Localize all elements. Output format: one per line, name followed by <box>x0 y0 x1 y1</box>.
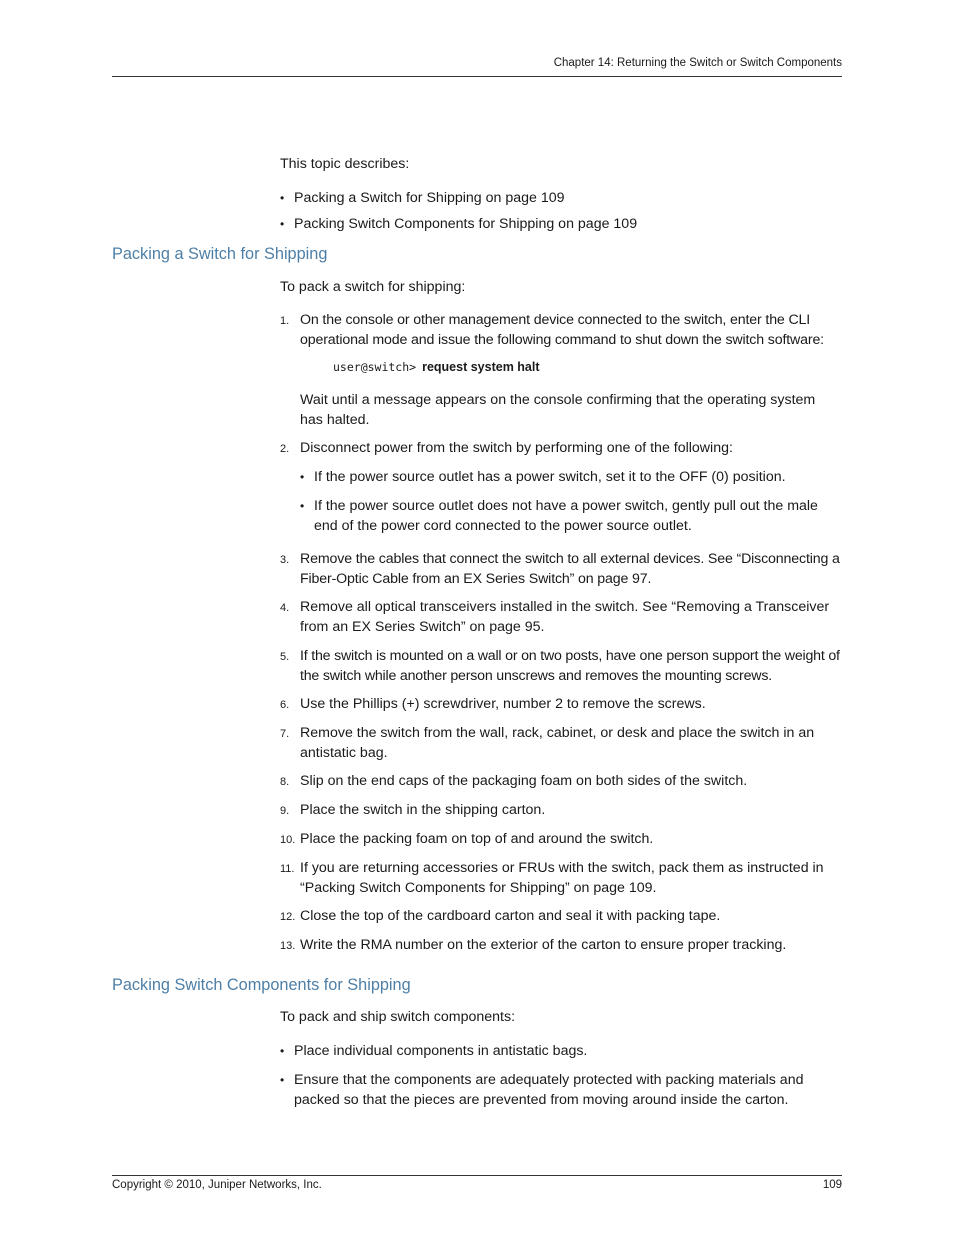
intro-link[interactable]: Packing a Switch for Shipping on page 109 <box>294 190 565 206</box>
step-text: If the switch is mounted on a wall or on two posts, have one person support the weight of the switch while another person unscrews and removes the mounting screws. <box>300 648 840 684</box>
step-text: Remove the switch from the wall, rack, cabinet, or desk and place the switch in an antistatic bag. <box>300 725 815 761</box>
code-block <box>333 358 540 378</box>
power-option-text: If the power source outlet does not have a power switch, gently pull out the male end of the power cord connected to the power source outlet. <box>314 498 818 534</box>
cli-command: request system halt <box>422 360 540 374</box>
step-text: Write the RMA number on the exterior of the carton to ensure proper tracking. <box>300 937 787 953</box>
step-number: 13. <box>280 940 296 952</box>
section-lead: To pack a switch for shipping: <box>280 279 466 295</box>
step-number: 5. <box>280 651 290 663</box>
bullet-icon: • <box>280 1073 285 1087</box>
page-number: 109 <box>822 1179 842 1191</box>
step-text: If you are returning accessories or FRUs with the switch, pack them as instructed in “Packing Switch Components for Shipping” on page 109. <box>300 860 824 896</box>
step-number: 11. <box>280 863 295 875</box>
section-heading: Packing Switch Components for Shipping <box>112 976 411 994</box>
step-number: 8. <box>280 776 290 788</box>
page-header <box>112 57 842 77</box>
bullet-icon: • <box>280 191 285 205</box>
component-text: Ensure that the components are adequately protected with packing materials and packed so that the pieces are prevented from moving around inside the carton. <box>294 1072 804 1108</box>
step-number: 3. <box>280 554 290 566</box>
step-text: Close the top of the cardboard carton and seal it with packing tape. <box>300 908 721 924</box>
chapter-title: Chapter 14: Returning the Switch or Switch Components <box>553 57 842 69</box>
step-number: 2. <box>280 443 290 455</box>
bullet-icon: • <box>280 217 285 231</box>
copyright: Copyright © 2010, Juniper Networks, Inc. <box>112 1179 322 1191</box>
step-number: 9. <box>280 805 290 817</box>
component-text: Place individual components in antistatic bags. <box>294 1043 588 1059</box>
section-lead: To pack and ship switch components: <box>280 1009 516 1025</box>
step-text: Use the Phillips (+) screwdriver, number 2 to remove the screws. <box>300 696 706 712</box>
bullet-icon: • <box>300 470 305 484</box>
section-heading: Packing a Switch for Shipping <box>112 245 328 263</box>
step-text: On the console or other management device connected to the switch, enter the CLI operational mode and issue the following command to shut down the switch software: <box>300 312 824 348</box>
wait-text: Wait until a message appears on the console confirming that the operating system has halted. <box>300 392 816 428</box>
step-text: Remove all optical transceivers installed in the switch. See “Removing a Transceiver from an EX Series Switch” on page 95. <box>300 599 830 635</box>
step-number: 10. <box>280 834 296 846</box>
page-footer <box>112 1175 842 1191</box>
intro-text: This topic describes: <box>280 156 410 172</box>
step-number: 4. <box>280 602 290 614</box>
step-number: 6. <box>280 699 290 711</box>
bullet-icon: • <box>300 499 305 513</box>
step-number: 12. <box>280 911 296 923</box>
step-text: Remove the cables that connect the switch to all external devices. See “Disconnecting a Fiber-Optic Cable from an EX Series Switch” on page 97. <box>300 551 840 587</box>
step-text: Place the packing foam on top of and around the switch. <box>300 831 654 847</box>
step-text: Slip on the end caps of the packaging foam on both sides of the switch. <box>300 773 748 789</box>
step-text: Place the switch in the shipping carton. <box>300 802 546 818</box>
step-text: Disconnect power from the switch by performing one of the following: <box>300 440 733 456</box>
cli-prompt: user@switch> <box>333 360 417 374</box>
power-option-text: If the power source outlet has a power switch, set it to the OFF (0) position. <box>314 469 786 485</box>
intro-link[interactable]: Packing Switch Components for Shipping on page 109 <box>294 216 638 232</box>
bullet-icon: • <box>280 1044 285 1058</box>
step-number: 7. <box>280 728 290 740</box>
step-number: 1. <box>280 315 290 327</box>
